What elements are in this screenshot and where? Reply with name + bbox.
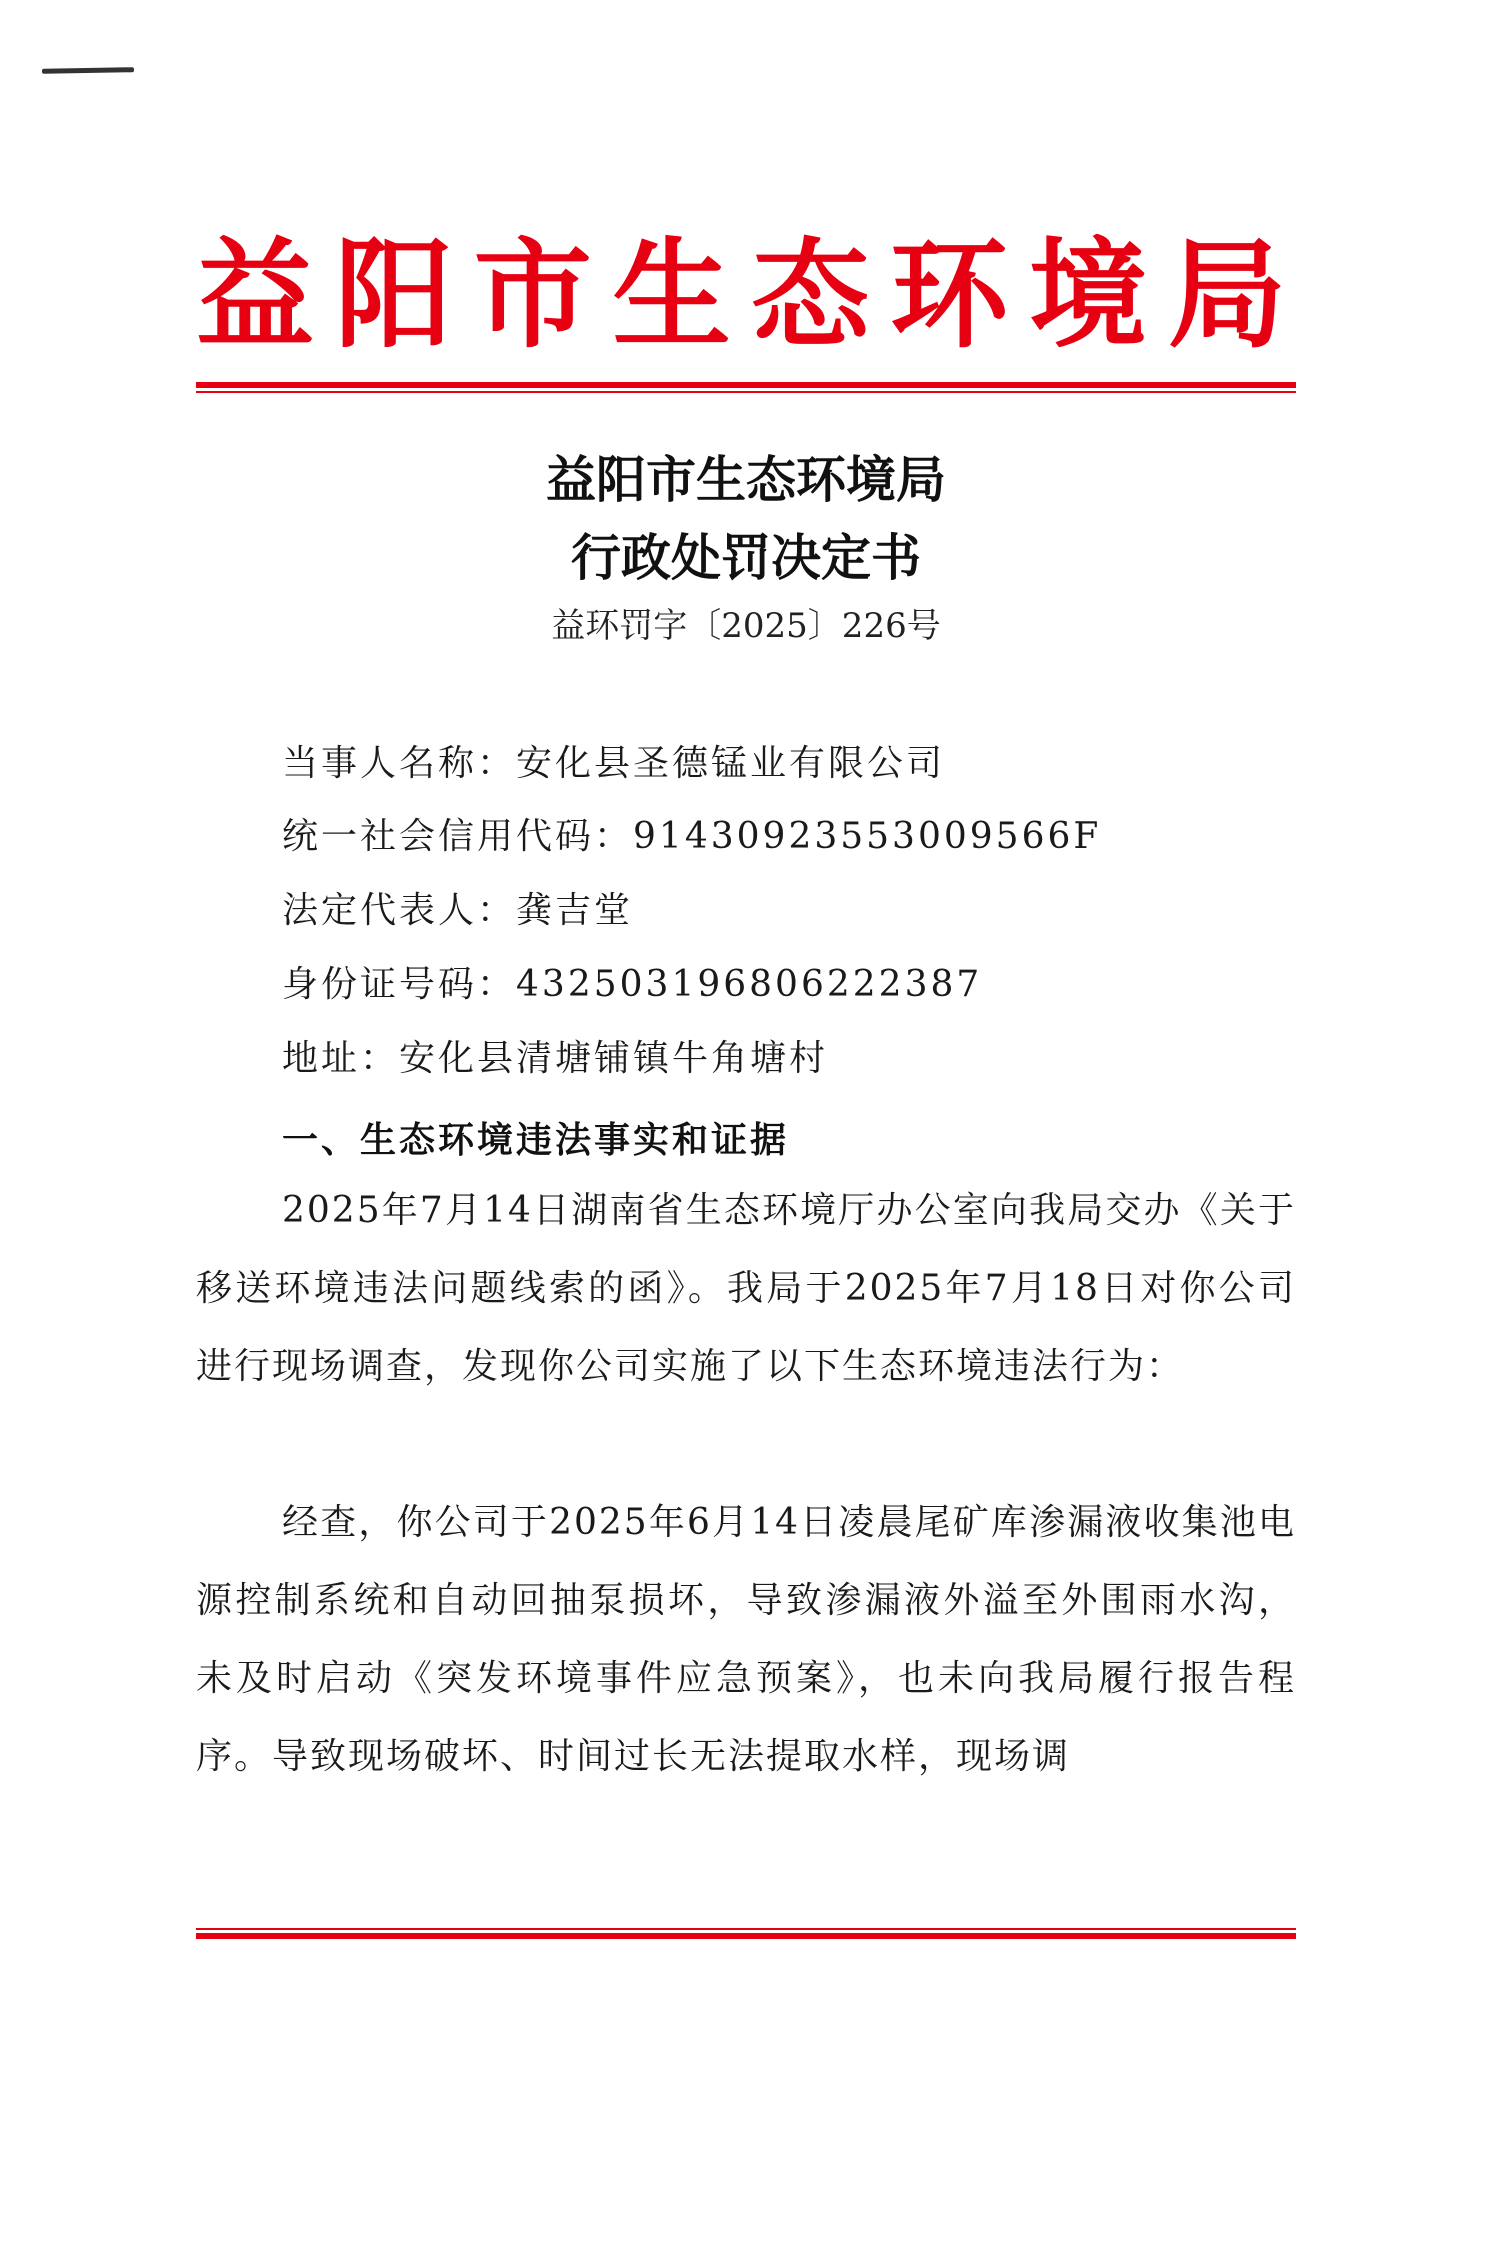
field-address (282, 1030, 828, 1081)
red-rule-thin (196, 391, 1296, 393)
section-heading: 一、生态环境违法事实和证据 (282, 1119, 790, 1161)
field-label: 当事人名称： (282, 743, 517, 784)
binding-mark (42, 67, 134, 74)
field-value: 安化县圣德锰业有限公司 (516, 743, 946, 784)
masthead-red-rule (196, 382, 1296, 393)
field-id-number (282, 956, 982, 1007)
field-value: 91430923553009566F (633, 816, 1102, 857)
body-paragraph: 2025年7月14日湖南省生态环境厅办公室向我局交办《关于移送环境违法问题线索的函》。我局于2025年7月18日对你公司进行现场调查，发现你公司实施了以下生态环境违法行为： (196, 1190, 1296, 1387)
document-number: 益环罚字〔2025〕226号 (551, 606, 941, 646)
field-credit-code (282, 808, 1101, 859)
body-paragraph: 经查，你公司于2025年6月14日凌晨尾矿库渗漏液收集池电源控制系统和自动回抽泵损坏，导致渗漏液外溢至外围雨水沟，未及时启动《突发环境事件应急预案》，也未向我局履行报告程序。导致现场破坏、时间过长无法提取水样，现场调 (196, 1502, 1296, 1777)
agency-masthead: 益阳市生态环境局 (196, 225, 1296, 364)
field-label: 身份证号码： (282, 964, 517, 1005)
field-value: 龚吉堂 (516, 890, 634, 931)
document-title-line2: 行政处罚决定书 (571, 528, 921, 587)
field-value: 安化县清塘铺镇牛角塘村 (399, 1038, 829, 1079)
document-title-line1: 益阳市生态环境局 (546, 450, 946, 509)
footer-red-rule (196, 1928, 1296, 1939)
red-rule-thin (196, 1928, 1296, 1930)
field-legal-representative (282, 882, 633, 933)
field-label: 地址： (282, 1038, 400, 1079)
red-rule-thick (196, 1933, 1296, 1939)
field-label: 法定代表人： (282, 890, 517, 931)
field-label: 统一社会信用代码： (282, 816, 634, 857)
field-value: 432503196806222387 (516, 964, 983, 1005)
red-rule-thick (196, 382, 1296, 388)
field-party-name (282, 735, 945, 786)
